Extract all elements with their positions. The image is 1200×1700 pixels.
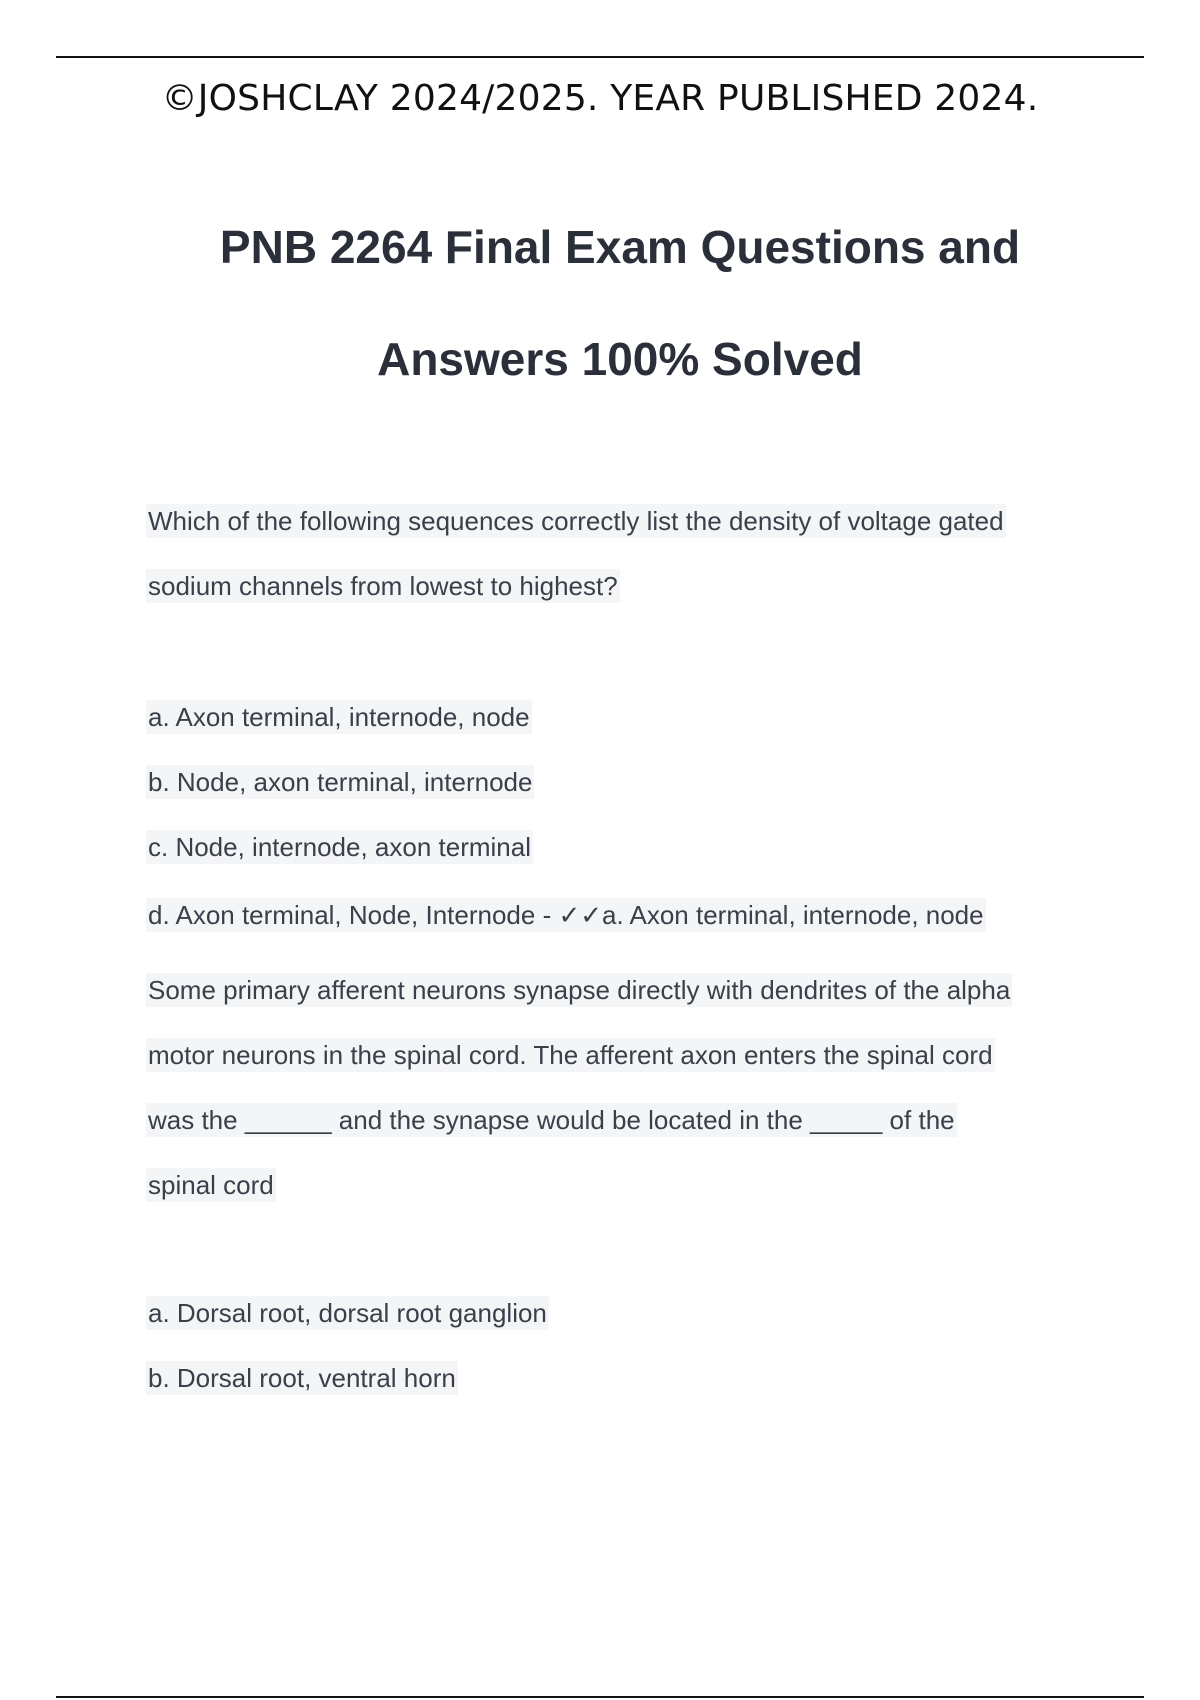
bottom-rule xyxy=(56,1696,1144,1698)
option-text: c. Node, internode, axon terminal xyxy=(148,832,531,862)
question-2-stem-line-4 xyxy=(146,1170,276,1201)
question-2-stem-line-1 xyxy=(146,975,1012,1006)
question-2-stem-line-3 xyxy=(146,1105,957,1136)
question-2-stem-line-2 xyxy=(146,1040,995,1071)
question-text: was the ______ and the synapse would be located in the _____ of the xyxy=(148,1105,955,1135)
question-text: spinal cord xyxy=(148,1170,274,1200)
question-2-option-a xyxy=(146,1298,549,1329)
top-rule xyxy=(56,56,1144,58)
question-1-option-c xyxy=(146,832,533,863)
option-text: b. Dorsal root, ventral horn xyxy=(148,1363,456,1393)
question-2-option-b xyxy=(146,1363,458,1394)
copyright-header: ©JOSHCLAY 2024/2025. YEAR PUBLISHED 2024. xyxy=(161,78,1039,119)
question-1-option-d-with-answer xyxy=(146,900,986,931)
question-text: motor neurons in the spinal cord. The afferent axon enters the spinal cord xyxy=(148,1040,993,1070)
question-1-stem-line-1 xyxy=(146,506,1006,537)
option-text: d. Axon terminal, Node, Internode - ✓✓a. Axon terminal, internode, node xyxy=(148,900,984,930)
option-text: a. Axon terminal, internode, node xyxy=(148,702,530,732)
question-text: Which of the following sequences correctly list the density of voltage gated xyxy=(148,506,1004,536)
option-text: b. Node, axon terminal, internode xyxy=(148,767,533,797)
question-1-option-b xyxy=(146,767,534,798)
page-title-line-1: PNB 2264 Final Exam Questions and xyxy=(219,221,1021,273)
question-1-stem-line-2 xyxy=(146,571,620,602)
question-text: Some primary afferent neurons synapse directly with dendrites of the alpha xyxy=(148,975,1011,1005)
question-1-option-a xyxy=(146,702,532,733)
page-title-line-2: Answers 100% Solved xyxy=(377,333,863,385)
question-text: sodium channels from lowest to highest? xyxy=(148,571,618,601)
option-text: a. Dorsal root, dorsal root ganglion xyxy=(148,1298,547,1328)
